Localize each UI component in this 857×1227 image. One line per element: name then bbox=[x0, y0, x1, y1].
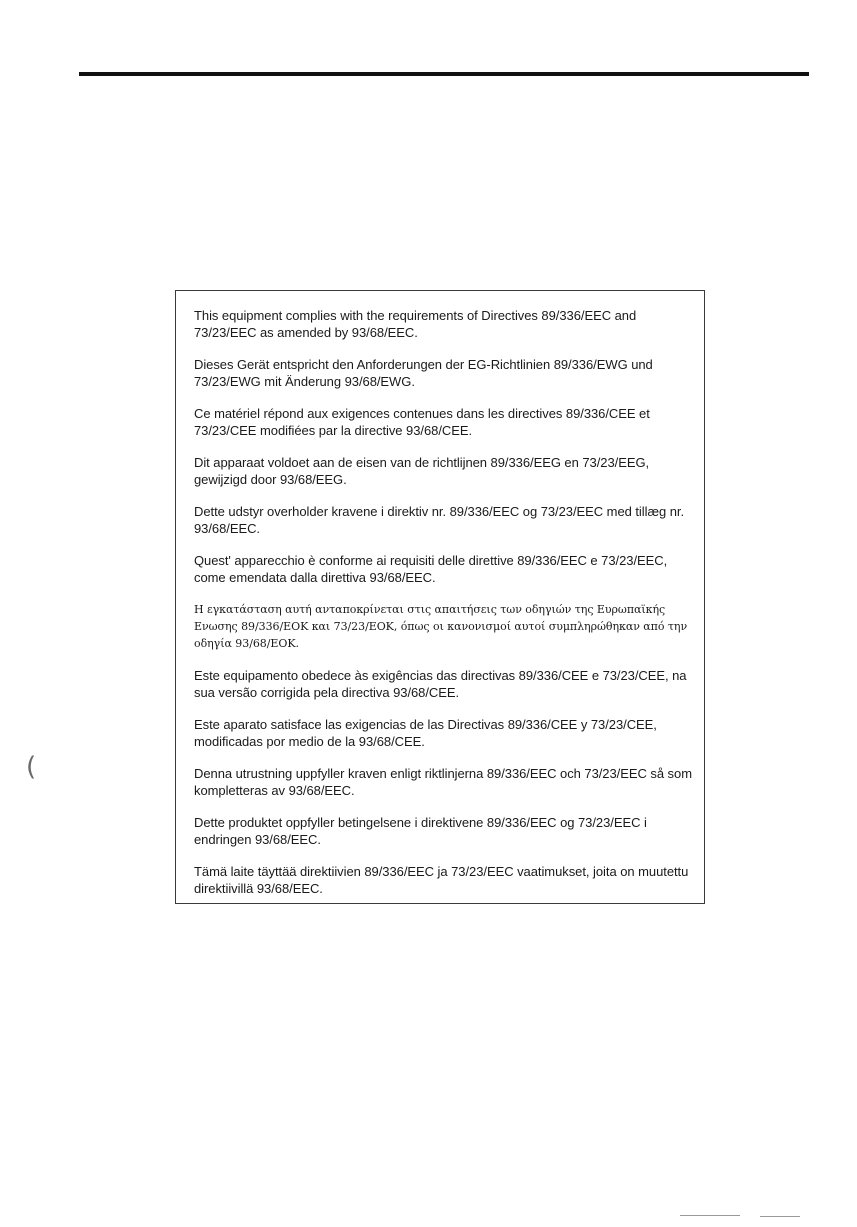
notice-paragraph-el: Η εγκατάσταση αυτή ανταποκρίνεται στις απαιτήσεις των οδηγιών της Ευρωπαϊκής Ενωσης 89/336/EOK και 73/23/EOK, όπως οι κανονισμοί αυτοί συμπληρώθηκαν από την οδηγία 93/68/EOK. bbox=[194, 603, 688, 650]
notice-paragraph-fi: Tämä laite täyttää direktiivien 89/336/EEC ja 73/23/EEC vaatimukset, joita on muutettu direktiivillä 93/68/EEC. bbox=[194, 864, 689, 896]
notice-paragraph-es: Este aparato satisface las exigencias de las Directivas 89/336/CEE y 73/23/CEE, modificadas por medio de la 93/68/CEE. bbox=[194, 717, 657, 749]
scan-artifact-line bbox=[680, 1215, 740, 1216]
notice-paragraph-de: Dieses Gerät entspricht den Anforderungen der EG-Richtlinien 89/336/EWG und 73/23/EWG mit Änderung 93/68/EWG. bbox=[194, 357, 653, 389]
notice-paragraph-en: This equipment complies with the requirements of Directives 89/336/EEC and 73/23/EEC as amended by 93/68/EEC. bbox=[194, 308, 637, 340]
top-rule bbox=[79, 72, 809, 76]
compliance-notice-box bbox=[175, 290, 705, 904]
notice-paragraph-fr: Ce matériel répond aux exigences contenues dans les directives 89/336/CEE et 73/23/CEE modifiées par la directive 93/68/CEE. bbox=[194, 406, 650, 438]
notice-paragraph-da: Dette udstyr overholder kravene i direktiv nr. 89/336/EEC og 73/23/EEC med tillæg nr. 93/68/EEC. bbox=[194, 504, 685, 536]
compliance-notice-content bbox=[194, 307, 694, 912]
notice-paragraph-sv: Denna utrustning uppfyller kraven enligt riktlinjerna 89/336/EEC och 73/23/EEC så som kompletteras av 93/68/EEC. bbox=[194, 766, 692, 798]
notice-paragraph-no: Dette produktet oppfyller betingelsene i direktivene 89/336/EEC og 73/23/EEC i endringen 93/68/EEC. bbox=[194, 815, 647, 847]
margin-paren-mark: ( bbox=[26, 752, 37, 782]
notice-paragraph-it: Quest' apparecchio è conforme ai requisiti delle direttive 89/336/EEC e 73/23/EEC, come emendata dalla direttiva 93/68/EEC. bbox=[194, 553, 668, 585]
scan-artifact-line bbox=[760, 1216, 800, 1217]
notice-paragraph-nl: Dit apparaat voldoet aan de eisen van de richtlijnen 89/336/EEG en 73/23/EEG, gewijzigd door 93/68/EEG. bbox=[194, 455, 650, 487]
notice-paragraph-pt: Este equipamento obedece às exigências das directivas 89/336/CEE e 73/23/CEE, na sua versão corrigida pela directiva 93/68/CEE. bbox=[194, 668, 687, 700]
